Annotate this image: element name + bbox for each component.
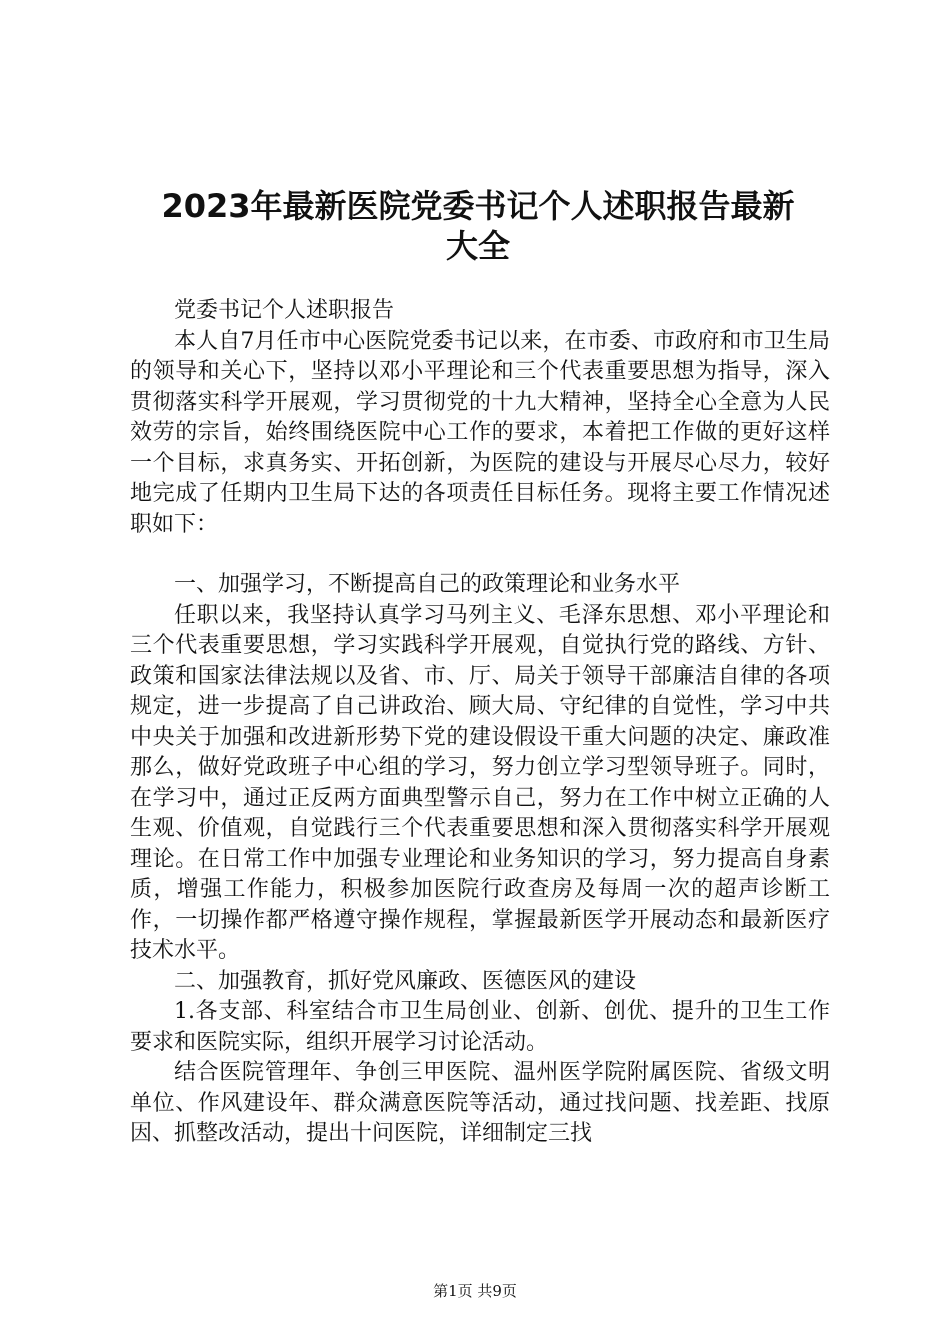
paragraph-activities: 结合医院管理年、争创三甲医院、温州医学院附属医院、省级文明单位、作风建设年、群众满意医院等活动，通过找问题、找差距、找原因、抓整改活动，提出十问医院，详细制定三找: [130, 1060, 830, 1146]
page-footer: 第1页 共9页: [433, 1282, 517, 1300]
section-heading-2: 二、加强教育，抓好党风廉政、医德医风的建设: [174, 968, 637, 994]
document-body: [130, 296, 830, 1150]
paragraph-study: 任职以来，我坚持认真学习马列主义、毛泽东思想、邓小平理论和三个代表重要思想，学习实践科学开展观，自觉执行党的路线、方针、政策和国家法律法规以及省、市、厅、局关于领导干部廉洁自律的各项规定，进一步提高了自己讲政治、顾大局、守纪律的自觉性，学习中共中央关于加强和改进新形势下党的建设假设干重大问题的决定、廉政准那么，做好党政班子中心组的学习，努力创立学习型领导班子。同时，在学习中，通过正反两方面典型警示自己，努力在工作中树立正确的人生观、价值观，自觉践行三个代表重要思想和深入贯彻落实科学开展观理论。在日常工作中加强专业理论和业务知识的学习，努力提高自身素质，增强工作能力，积极参加医院行政查房及每周一次的超声诊断工作，一切操作都严格遵守操作规程，掌握最新医学开展动态和最新医疗技术水平。: [130, 602, 830, 963]
paragraph-intro: 本人自7月任市中心医院党委书记以来，在市委、市政府和市卫生局的领导和关心下，坚持以邓小平理论和三个代表重要思想为指导，深入贯彻落实科学开展观，学习贯彻党的十九大精神，坚持全心全意为人民效劳的宗旨，始终围绕医院中心工作的要求，本着把工作做的更好这样一个目标，求真务实、开拓创新，为医院的建设与开展尽心尽力，较好地完成了任期内卫生局下达的各项责任目标任务。现将主要工作情况述职如下：: [130, 328, 830, 537]
paragraph-item-1: 1.各支部、科室结合市卫生局创业、创新、创优、提升的卫生工作要求和医院实际，组织开展学习讨论活动。: [130, 999, 830, 1055]
document-title-line-1: 2023年最新医院党委书记个人述职报告最新: [161, 187, 795, 225]
section-heading-1: 一、加强学习，不断提高自己的政策理论和业务水平: [174, 572, 681, 597]
document-title-line-2: 大全: [445, 227, 510, 265]
report-subtitle: 党委书记个人述职报告: [174, 298, 395, 323]
